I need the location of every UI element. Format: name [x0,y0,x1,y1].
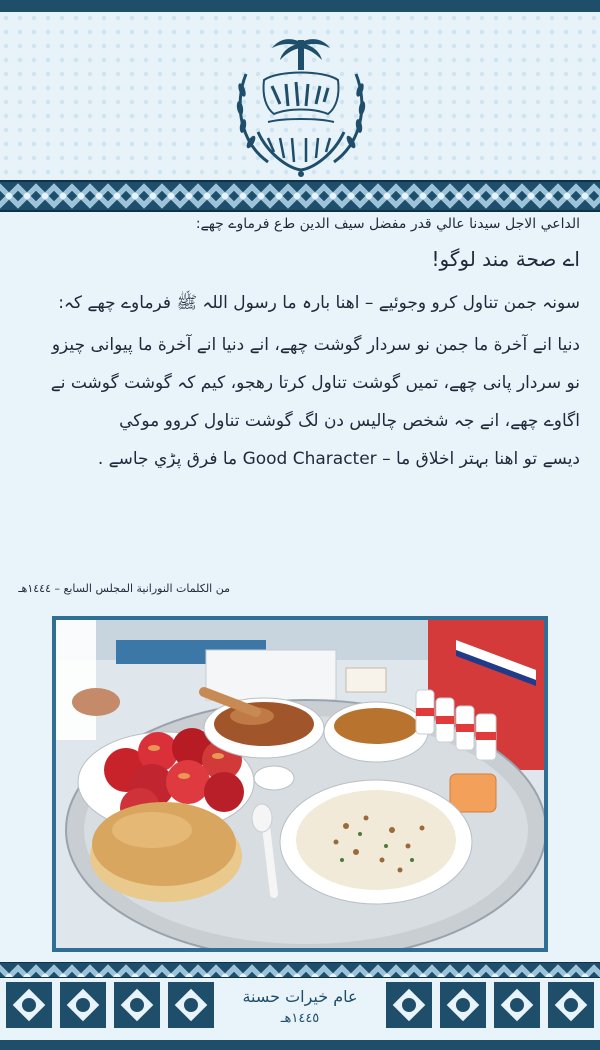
source-citation: من الكلمات النورانية المجلس السابع – ١٤٤٤هـ [18,582,230,595]
emblem-logo [228,34,374,182]
ornament-tile [6,982,52,1028]
message-text-block [22,214,580,478]
bottom-border-bar [0,1040,600,1050]
message-line: دیسے تو اهنا بہتر اخلاق ما – Good Character ما فرق پڑي جاسے . [97,449,580,469]
ornament-tile [114,982,160,1028]
message-line: اگاوے چھے، انے جہ شخص چالیس دن لگ گوشت تناول کروو موکي [119,411,580,431]
message-line: دنیا انے آخرة ما جمن نو سردار گوشت چھے، انے دنیا انے آخرة ما پیوانی چیزو [51,335,580,355]
message-line: سونہ جمن تناول کرو وجوئیے – اهنا بارہ ما رسول اللہ ﷺ فرماوے چھے کہ: [58,293,580,313]
greeting-line: اے صحة مند لوگو! [431,247,580,271]
ornament-tile [60,982,106,1028]
food-platter-photo [56,620,544,948]
footer-title [230,986,370,1030]
ornament-tile [548,982,594,1028]
photo-frame [52,616,548,952]
footer-year-text: ١٤٤٥هـ [280,1011,320,1026]
ornament-tile [494,982,540,1028]
ornament-tile [386,982,432,1028]
footer-title-text: عام خيرات حسنة [242,987,358,1006]
ornament-tile [168,982,214,1028]
top-ornamental-band [0,180,600,212]
top-border-bar [0,0,600,12]
header-pattern [0,12,600,180]
bottom-ornamental-band [0,962,600,978]
ornament-tile [440,982,486,1028]
intro-line: الداعي الاجل سيدنا عالي قدر مفضل سيف الدين ط‌ع فرماوے چھے: [195,216,580,232]
message-line: نو سردار پانی چھے، تمیں گوشت تناول کرتا رهجو، کیم کہ گوشت گوشت نے [50,373,580,393]
